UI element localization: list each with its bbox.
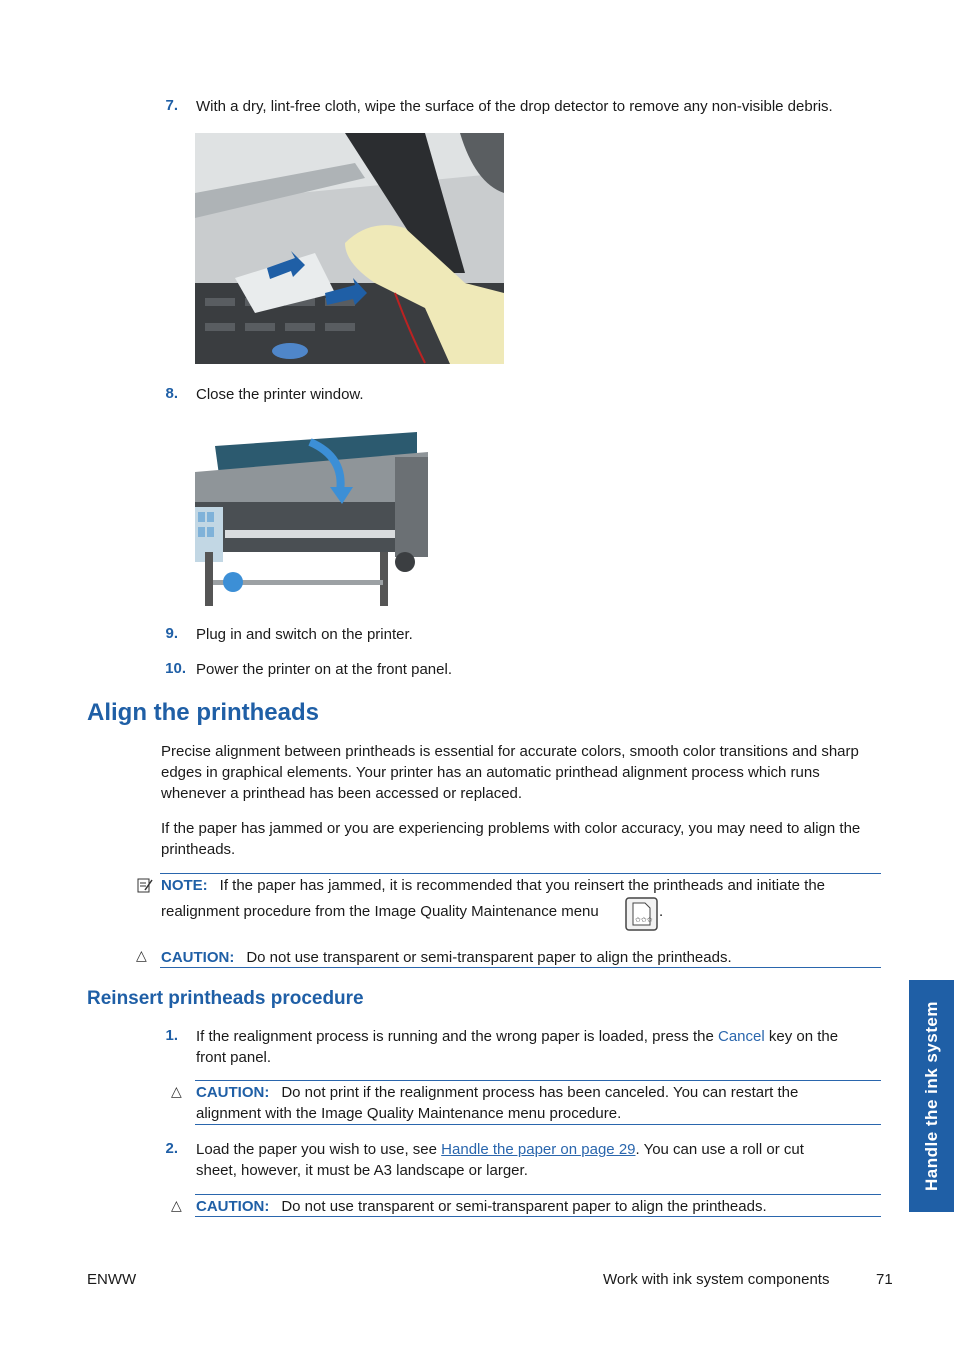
- note-text-2: realignment procedure from the Image Quality Maintenance menu: [161, 903, 599, 920]
- step-text: With a dry, lint-free cloth, wipe the surface of the drop detector to remove any non-visible debris.: [196, 98, 833, 115]
- note-line-2: [161, 901, 599, 922]
- subsection-title: Reinsert printheads procedure: [87, 988, 364, 1009]
- caution-rule: [195, 1194, 881, 1195]
- step-number: 10.: [165, 660, 186, 677]
- step-1-text: [196, 1026, 881, 1047]
- note-end: .: [659, 903, 664, 920]
- step-number: 1.: [165, 1027, 178, 1044]
- step-number: 7.: [165, 97, 178, 114]
- caution-1-text: Do not print if the realignment process has been canceled. You can restart the: [281, 1084, 799, 1101]
- caution-label: CAUTION:: [196, 1198, 270, 1215]
- step-2-text-2: sheet, however, it must be A3 landscape or larger.: [196, 1162, 528, 1179]
- printer-window-illustration: [195, 432, 428, 606]
- caution-2-text: Do not use transparent or semi-transparent paper to align the printheads.: [281, 1198, 767, 1215]
- caution-1-line-2: alignment with the Image Quality Maintenance menu procedure.: [196, 1105, 622, 1122]
- caution-icon: △: [171, 1083, 182, 1099]
- svg-text:✩✩✩: ✩✩✩: [635, 916, 653, 924]
- caution-rule: [195, 1080, 881, 1081]
- caution-label: CAUTION:: [161, 949, 235, 966]
- step-text: Plug in and switch on the printer.: [196, 626, 413, 643]
- handle-paper-link[interactable]: Handle the paper on page 29: [441, 1141, 636, 1158]
- footer-left: ENWW: [87, 1271, 137, 1288]
- step-number: 9.: [165, 625, 178, 642]
- step-text: Power the printer on at the front panel.: [196, 661, 452, 678]
- step-number: 2.: [165, 1140, 178, 1157]
- caution-1-line-1: [196, 1082, 881, 1103]
- caution-label: CAUTION:: [196, 1084, 270, 1101]
- caution-rule: [195, 1216, 881, 1217]
- caution-text: Do not use transparent or semi-transparent paper to align the printheads.: [246, 949, 732, 966]
- step-1-text-2: front panel.: [196, 1049, 272, 1066]
- note-icon: [137, 877, 153, 893]
- footer-chapter: Work with ink system components: [603, 1271, 830, 1288]
- step-text: Close the printer window.: [196, 386, 364, 403]
- note-label: NOTE:: [161, 877, 208, 894]
- chapter-side-tab-label: Handle the ink system: [921, 1000, 941, 1192]
- caution-rule: [195, 1124, 881, 1125]
- intro-paragraph: Precise alignment between printheads is essential for accurate colors, smooth color transitions and sharp edges in graphical elements. Your printer has an automatic printhead alignment process which runs whenever a printhead has been accessed or replaced.: [161, 743, 859, 802]
- image-quality-maintenance-icon: [625, 897, 658, 931]
- note-rule: [160, 873, 881, 874]
- section-title: Align the printheads: [87, 699, 320, 726]
- caution-rule: [160, 967, 881, 968]
- caution-icon: △: [171, 1197, 182, 1213]
- page-number: 71: [876, 1271, 893, 1288]
- cancel-key: Cancel: [717, 1028, 765, 1045]
- step-number: 8.: [165, 385, 178, 402]
- caution-icon: △: [136, 947, 147, 963]
- note-line-1: [161, 875, 881, 896]
- drop-detector-illustration: [195, 133, 504, 364]
- step-2-text: [196, 1139, 881, 1160]
- step-2-text-a: Load the paper you wish to use, see: [196, 1141, 437, 1158]
- chapter-side-tab: [909, 980, 954, 1212]
- step-1-text-b: key on the: [768, 1028, 839, 1045]
- caution-2-line: [196, 1196, 881, 1217]
- note-text: If the paper has jammed, it is recommended that you reinsert the printheads and initiate the: [219, 877, 826, 894]
- step-1-text-a: If the realignment process is running and the wrong paper is loaded, press the: [196, 1028, 714, 1045]
- caution-line: [161, 947, 881, 968]
- jam-paragraph: If the paper has jammed or you are experiencing problems with color accuracy, you may need to align the printheads.: [161, 820, 861, 858]
- step-2-text-b: . You can use a roll or cut: [635, 1141, 804, 1158]
